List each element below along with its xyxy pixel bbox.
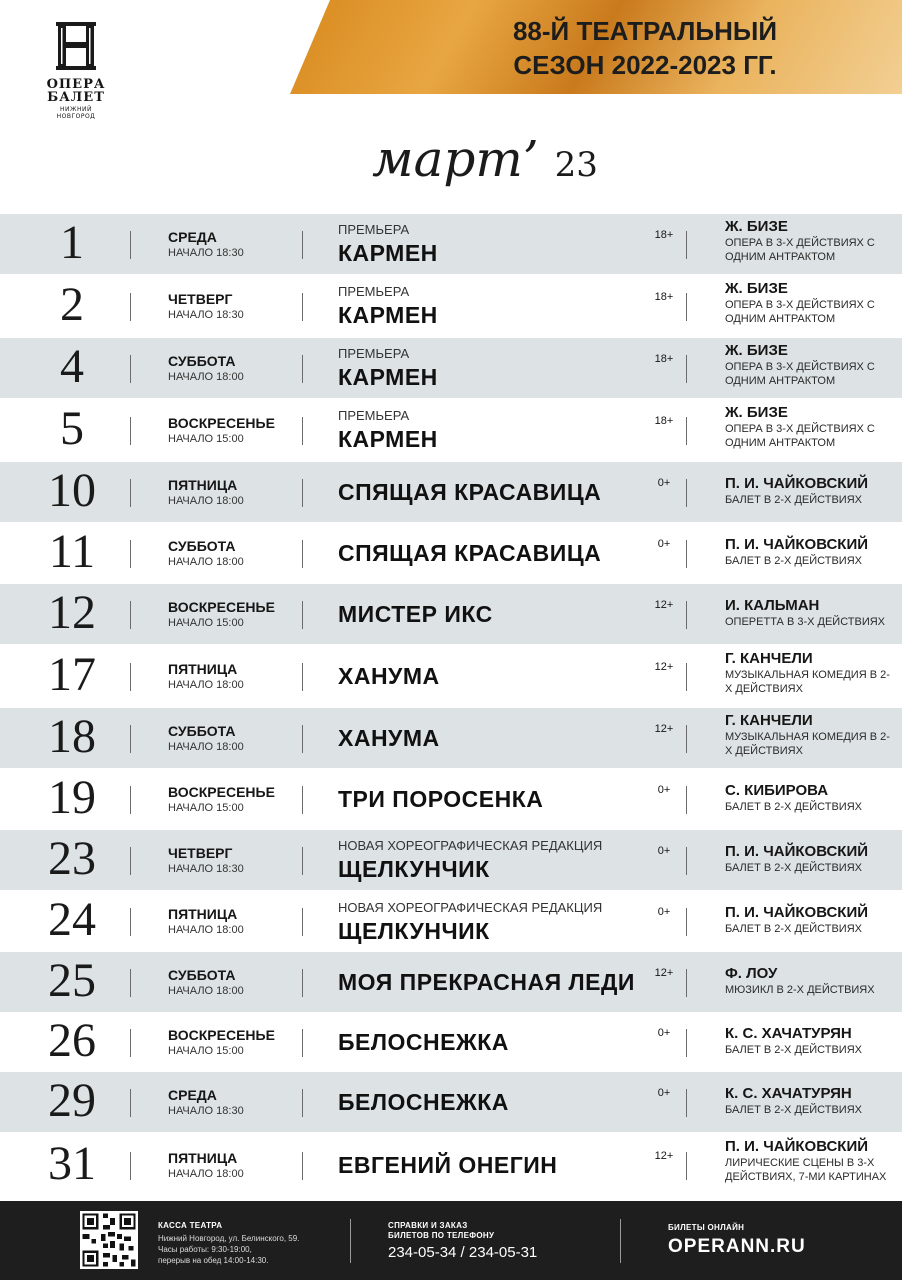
show-title[interactable]: КАРМЕН	[338, 302, 438, 328]
age-rating: 12+	[654, 967, 674, 979]
show-title[interactable]: БЕЛОСНЕЖКА	[338, 1029, 509, 1055]
show-note-text: НОВАЯ ХОРЕОГРАФИЧЕСКАЯ РЕДАКЦИЯ	[338, 838, 603, 853]
show-author	[725, 1025, 897, 1057]
age-rating: 0+	[657, 845, 671, 857]
logo-line-ballet: БАЛЕТ	[47, 90, 105, 105]
event-day	[168, 598, 298, 631]
show-title-block	[338, 856, 650, 883]
show-title-block	[338, 601, 650, 628]
weekday: ПЯТНИЦА	[168, 661, 238, 677]
show-author	[725, 843, 897, 875]
show-author	[725, 597, 897, 629]
event-date: 23	[48, 832, 96, 885]
event-day	[168, 537, 298, 570]
phone-block	[388, 1221, 578, 1262]
composer: П. И. ЧАЙКОВСКИЙ	[725, 475, 869, 492]
event-day	[168, 352, 298, 385]
show-note	[338, 346, 650, 362]
event-row[interactable]	[0, 830, 902, 892]
column-divider	[686, 908, 687, 936]
event-day	[168, 844, 298, 877]
event-date: 17	[48, 648, 96, 701]
column-divider	[302, 1089, 303, 1117]
show-title[interactable]: ХАНУМА	[338, 663, 440, 689]
weekday: ЧЕТВЕРГ	[168, 291, 233, 307]
phone-title: СПРАВКИ И ЗАКАЗ БИЛЕТОВ ПО ТЕЛЕФОНУ	[388, 1221, 495, 1240]
age-rating: 0+	[657, 477, 671, 489]
start-time: НАЧАЛО 18:30	[168, 1105, 244, 1117]
column-divider	[130, 1089, 131, 1117]
event-row[interactable]	[0, 584, 902, 646]
event-date: 18	[48, 710, 96, 763]
qr-code-icon[interactable]	[80, 1211, 138, 1269]
show-title[interactable]: СПЯЩАЯ КРАСАВИЦА	[338, 540, 602, 566]
show-title[interactable]: КАРМЕН	[338, 240, 438, 266]
column-divider	[130, 355, 131, 383]
show-title[interactable]: ТРИ ПОРОСЕНКА	[338, 786, 544, 812]
phone-numbers[interactable]: 234-05-34 / 234-05-31	[388, 1244, 538, 1261]
column-divider	[686, 847, 687, 875]
footer-divider	[620, 1219, 621, 1263]
event-day	[168, 722, 298, 755]
event-date: 2	[60, 278, 84, 331]
show-title-block	[338, 1152, 650, 1179]
show-description: ОПЕРА В 3-Х ДЕЙСТВИЯХ С ОДНИМ АНТРАКТОМ	[725, 299, 875, 325]
season-line-2: СЕЗОН 2022-2023 ГГ.	[513, 50, 777, 80]
show-title-block	[338, 1089, 650, 1116]
column-divider	[686, 1152, 687, 1180]
show-description: ОПЕРА В 3-Х ДЕЙСТВИЯХ С ОДНИМ АНТРАКТОМ	[725, 361, 875, 387]
start-time: НАЧАЛО 18:30	[168, 863, 244, 875]
month-title	[340, 130, 630, 188]
show-description: БАЛЕТ В 2-Х ДЕЙСТВИЯХ	[725, 862, 862, 874]
event-row[interactable]	[0, 708, 902, 770]
age-rating: 12+	[654, 1150, 674, 1162]
event-date: 25	[48, 954, 96, 1007]
show-title-block	[338, 786, 650, 813]
event-day	[168, 228, 298, 261]
show-author	[725, 650, 897, 696]
start-time: НАЧАЛО 18:00	[168, 1168, 244, 1180]
show-author	[725, 280, 897, 326]
column-divider	[686, 786, 687, 814]
composer: П. И. ЧАЙКОВСКИЙ	[725, 536, 869, 553]
event-date: 12	[48, 586, 96, 639]
composer: Ж. БИЗЕ	[725, 342, 788, 359]
column-divider	[130, 786, 131, 814]
show-description: БАЛЕТ В 2-Х ДЕЙСТВИЯХ	[725, 801, 862, 813]
column-divider	[130, 663, 131, 691]
event-row[interactable]	[0, 952, 902, 1014]
event-date: 4	[60, 340, 84, 393]
event-day	[168, 966, 298, 999]
online-block	[668, 1223, 868, 1258]
event-row[interactable]	[0, 462, 902, 524]
composer: И. КАЛЬМАН	[725, 597, 820, 614]
show-title[interactable]: БЕЛОСНЕЖКА	[338, 1089, 509, 1115]
show-description: ЛИРИЧЕСКИЕ СЦЕНЫ В 3-Х ДЕЙСТВИЯХ, 7-МИ КАРТИНАХ	[725, 1157, 887, 1183]
column-divider	[130, 293, 131, 321]
age-rating: 0+	[657, 784, 671, 796]
show-author	[725, 475, 897, 507]
show-description: БАЛЕТ В 2-Х ДЕЙСТВИЯХ	[725, 555, 862, 567]
show-title[interactable]: КАРМЕН	[338, 426, 438, 452]
column-divider	[686, 231, 687, 259]
show-author	[725, 218, 897, 264]
column-divider	[302, 479, 303, 507]
show-title-block	[338, 918, 650, 945]
show-title[interactable]: ЕВГЕНИЙ ОНЕГИН	[338, 1152, 558, 1178]
column-divider	[302, 786, 303, 814]
event-row[interactable]	[0, 1134, 902, 1198]
logo-line-opera: ОПЕРА	[46, 77, 106, 92]
age-rating: 0+	[657, 1087, 671, 1099]
schedule-list	[0, 214, 902, 1198]
column-divider	[130, 847, 131, 875]
composer: Г. КАНЧЕЛИ	[725, 712, 813, 729]
show-note-text: ПРЕМЬЕРА	[338, 408, 410, 423]
show-title-block	[338, 725, 650, 752]
start-time: НАЧАЛО 15:00	[168, 433, 244, 445]
show-description: ОПЕРА В 3-Х ДЕЙСТВИЯХ С ОДНИМ АНТРАКТОМ	[725, 237, 875, 263]
weekday: СУББОТА	[168, 967, 236, 983]
event-row[interactable]	[0, 770, 902, 830]
box-office-title: КАССА ТЕАТРА	[158, 1221, 223, 1230]
start-time: НАЧАЛО 15:00	[168, 1045, 244, 1057]
show-description: БАЛЕТ В 2-Х ДЕЙСТВИЯХ	[725, 1044, 862, 1056]
age-rating: 18+	[654, 229, 674, 241]
column-divider	[686, 1029, 687, 1057]
composer: Г. КАНЧЕЛИ	[725, 650, 813, 667]
column-divider	[302, 355, 303, 383]
column-divider	[130, 417, 131, 445]
column-divider	[686, 540, 687, 568]
column-divider	[302, 847, 303, 875]
show-title[interactable]: ЩЕЛКУНЧИК	[338, 856, 490, 882]
composer: П. И. ЧАЙКОВСКИЙ	[725, 904, 869, 921]
box-office-hours: Часы работы: 9:30-19:00,	[158, 1245, 252, 1254]
composer: П. И. ЧАЙКОВСКИЙ	[725, 1138, 869, 1155]
age-rating: 0+	[657, 1027, 671, 1039]
composer: Ж. БИЗЕ	[725, 404, 788, 421]
weekday: ВОСКРЕСЕНЬЕ	[168, 1027, 275, 1043]
show-author	[725, 342, 897, 388]
event-date: 11	[48, 525, 96, 578]
event-day	[168, 1086, 298, 1119]
show-title[interactable]: КАРМЕН	[338, 364, 438, 390]
column-divider	[302, 540, 303, 568]
column-divider	[302, 417, 303, 445]
online-title: БИЛЕТЫ ОНЛАЙН	[668, 1223, 745, 1232]
column-divider	[302, 231, 303, 259]
column-divider	[686, 663, 687, 691]
column-divider	[302, 908, 303, 936]
column-divider	[130, 725, 131, 753]
event-row[interactable]	[0, 892, 902, 952]
show-note-text: ПРЕМЬЕРА	[338, 222, 410, 237]
event-row[interactable]	[0, 646, 902, 708]
weekday: ПЯТНИЦА	[168, 477, 238, 493]
event-row[interactable]	[0, 338, 902, 400]
composer: Ж. БИЗЕ	[725, 218, 788, 235]
event-date: 5	[60, 402, 84, 455]
event-date: 24	[48, 893, 96, 946]
start-time: НАЧАЛО 18:00	[168, 371, 244, 383]
show-title-block	[338, 426, 650, 453]
show-author	[725, 536, 897, 568]
column-divider	[302, 725, 303, 753]
box-office-block	[158, 1221, 343, 1266]
start-time: НАЧАЛО 15:00	[168, 617, 244, 629]
column-divider	[302, 1152, 303, 1180]
column-divider	[302, 663, 303, 691]
page-header	[0, 0, 902, 212]
column-divider	[686, 293, 687, 321]
show-note	[338, 284, 650, 300]
event-day	[168, 905, 298, 938]
show-author	[725, 712, 897, 758]
show-title-block	[338, 969, 650, 996]
column-divider	[130, 601, 131, 629]
show-description: ОПЕРА В 3-Х ДЕЙСТВИЯХ С ОДНИМ АНТРАКТОМ	[725, 423, 875, 449]
event-day	[168, 1149, 298, 1182]
box-office-address: Нижний Новгород, ул. Белинского, 59.	[158, 1234, 300, 1243]
show-author	[725, 1138, 897, 1184]
column-divider	[130, 540, 131, 568]
column-divider	[130, 1029, 131, 1057]
season-line-1: 88-Й ТЕАТРАЛЬНЫЙ	[512, 16, 778, 46]
show-author	[725, 404, 897, 450]
event-row[interactable]	[0, 1014, 902, 1072]
start-time: НАЧАЛО 18:00	[168, 924, 244, 936]
show-description: БАЛЕТ В 2-Х ДЕЙСТВИЯХ	[725, 923, 862, 935]
composer: Ф. ЛОУ	[725, 965, 778, 982]
box-office-break: перерыв на обед 14:00-14:30.	[158, 1256, 269, 1265]
show-description: МУЗЫКАЛЬНАЯ КОМЕДИЯ В 2-Х ДЕЙСТВИЯХ	[725, 731, 890, 757]
start-time: НАЧАЛО 18:00	[168, 495, 244, 507]
event-date: 19	[48, 771, 96, 824]
weekday: ВОСКРЕСЕНЬЕ	[168, 415, 275, 431]
column-divider	[130, 479, 131, 507]
show-author	[725, 782, 897, 814]
weekday: ПЯТНИЦА	[168, 906, 238, 922]
show-title-block	[338, 1029, 650, 1056]
age-rating: 12+	[654, 661, 674, 673]
event-row[interactable]	[0, 1072, 902, 1134]
weekday: СУББОТА	[168, 723, 236, 739]
composer: С. КИБИРОВА	[725, 782, 829, 799]
page-footer	[0, 1201, 902, 1280]
show-author	[725, 965, 897, 997]
start-time: НАЧАЛО 18:30	[168, 309, 244, 321]
event-day	[168, 660, 298, 693]
show-title-block	[338, 479, 650, 506]
age-rating: 12+	[654, 723, 674, 735]
start-time: НАЧАЛО 18:00	[168, 741, 244, 753]
weekday: ПЯТНИЦА	[168, 1150, 238, 1166]
composer: К. С. ХАЧАТУРЯН	[725, 1025, 852, 1042]
weekday: ВОСКРЕСЕНЬЕ	[168, 784, 275, 800]
column-divider	[686, 601, 687, 629]
weekday: ВОСКРЕСЕНЬЕ	[168, 599, 275, 615]
column-divider	[130, 969, 131, 997]
footer-divider	[350, 1219, 351, 1263]
show-title[interactable]: МИСТЕР ИКС	[338, 601, 493, 627]
event-date: 26	[48, 1014, 96, 1067]
show-title-block	[338, 364, 650, 391]
column-divider	[302, 1029, 303, 1057]
event-day	[168, 414, 298, 447]
column-divider	[302, 969, 303, 997]
column-divider	[302, 293, 303, 321]
show-description: ОПЕРЕТТА В 3-Х ДЕЙСТВИЯХ	[725, 616, 886, 628]
start-time: НАЧАЛО 15:00	[168, 802, 244, 814]
column-divider	[130, 1152, 131, 1180]
start-time: НАЧАЛО 18:00	[168, 679, 244, 691]
column-divider	[302, 601, 303, 629]
age-rating: 0+	[657, 906, 671, 918]
logo-city: НИЖНИЙ НОВГОРОД	[56, 106, 96, 120]
show-title[interactable]: МОЯ ПРЕКРАСНАЯ ЛЕДИ	[338, 969, 635, 995]
weekday: ЧЕТВЕРГ	[168, 845, 233, 861]
age-rating: 18+	[654, 353, 674, 365]
weekday: СУББОТА	[168, 353, 236, 369]
show-description: МУЗЫКАЛЬНАЯ КОМЕДИЯ В 2-Х ДЕЙСТВИЯХ	[725, 669, 890, 695]
event-row[interactable]	[0, 524, 902, 584]
composer: К. С. ХАЧАТУРЯН	[725, 1085, 852, 1102]
month-name: март	[372, 130, 523, 188]
column-divider	[130, 231, 131, 259]
start-time: НАЧАЛО 18:00	[168, 556, 244, 568]
event-date: 29	[48, 1074, 96, 1127]
weekday: СРЕДА	[168, 1087, 217, 1103]
composer: П. И. ЧАЙКОВСКИЙ	[725, 843, 869, 860]
show-title[interactable]: ЩЕЛКУНЧИК	[338, 918, 490, 944]
show-note-text: ПРЕМЬЕРА	[338, 284, 410, 299]
age-rating: 0+	[657, 538, 671, 550]
age-rating: 18+	[654, 291, 674, 303]
composer: Ж. БИЗЕ	[725, 280, 788, 297]
event-day	[168, 476, 298, 509]
event-day	[168, 783, 298, 816]
month-year: 23	[554, 145, 598, 185]
event-row[interactable]	[0, 214, 902, 276]
show-title-block	[338, 663, 650, 690]
column-divider	[686, 479, 687, 507]
show-note-text: НОВАЯ ХОРЕОГРАФИЧЕСКАЯ РЕДАКЦИЯ	[338, 900, 603, 915]
show-title-block	[338, 302, 650, 329]
website-link[interactable]: OPERANN.RU	[668, 1236, 806, 1257]
event-date: 31	[48, 1137, 96, 1190]
age-rating: 18+	[654, 415, 674, 427]
event-row[interactable]	[0, 400, 902, 462]
weekday: СУББОТА	[168, 538, 236, 554]
show-title[interactable]: ХАНУМА	[338, 725, 440, 751]
show-note-text: ПРЕМЬЕРА	[338, 346, 410, 361]
column-divider	[686, 1089, 687, 1117]
show-description: БАЛЕТ В 2-Х ДЕЙСТВИЯХ	[725, 1104, 862, 1116]
show-title[interactable]: СПЯЩАЯ КРАСАВИЦА	[338, 479, 602, 505]
column-divider	[686, 969, 687, 997]
show-description: МЮЗИКЛ В 2-Х ДЕЙСТВИЯХ	[725, 984, 875, 996]
age-rating: 12+	[654, 599, 674, 611]
event-row[interactable]	[0, 276, 902, 338]
column-divider	[686, 725, 687, 753]
column-divider	[686, 417, 687, 445]
show-description: БАЛЕТ В 2-Х ДЕЙСТВИЯХ	[725, 494, 862, 506]
show-note	[338, 222, 650, 238]
start-time: НАЧАЛО 18:00	[168, 985, 244, 997]
show-author	[725, 1085, 897, 1117]
show-title-block	[338, 540, 650, 567]
season-title	[440, 14, 850, 82]
column-divider	[686, 355, 687, 383]
theatre-logo[interactable]	[40, 20, 112, 120]
show-note	[338, 900, 650, 916]
show-author	[725, 904, 897, 936]
weekday: СРЕДА	[168, 229, 217, 245]
show-note	[338, 408, 650, 424]
event-date: 1	[60, 216, 84, 269]
event-day	[168, 290, 298, 323]
start-time: НАЧАЛО 18:30	[168, 247, 244, 259]
column-logo-icon	[50, 20, 102, 70]
show-title-block	[338, 240, 650, 267]
month-apostrophe: ’	[522, 130, 539, 188]
event-date: 10	[48, 464, 96, 517]
show-note	[338, 838, 650, 854]
event-day	[168, 1026, 298, 1059]
column-divider	[130, 908, 131, 936]
